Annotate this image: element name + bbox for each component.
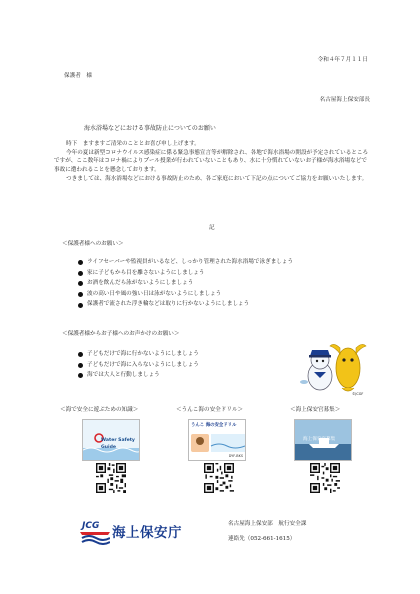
water-safety-guide-label: Water Safety Guide: [101, 438, 135, 451]
unko-drill-code: DYF-BKS: [228, 453, 243, 458]
bullet-icon: [78, 271, 83, 276]
phone-number: （052-661-1615）: [244, 536, 296, 542]
list-item: 保護者で流された浮き輪などは取りに行かないようにしましょう: [78, 300, 293, 311]
unko-drill-thumbnail[interactable]: [188, 419, 246, 461]
letter-date: 令和４年７月１１日: [317, 57, 368, 63]
recruit-label: 海上保安官募集: [303, 437, 336, 442]
letter-title: 海水浴場などにおける事故防止についてのお願い: [84, 125, 216, 132]
water-safety-guide-thumbnail[interactable]: [82, 419, 140, 461]
jcg-logo-icon: [80, 517, 110, 545]
qr-code-icon[interactable]: [96, 463, 126, 493]
qr-code-icon[interactable]: [310, 463, 340, 493]
recruit-thumbnail[interactable]: [294, 419, 352, 461]
bullet-icon: [78, 303, 83, 308]
contact-line: [228, 535, 295, 544]
list-item: 波の高い日や風の強い日は泳がないようにしましょう: [78, 290, 293, 301]
parents-list: [78, 258, 293, 311]
bullet-icon: [78, 260, 83, 265]
unko-drill-label: うんこ 海の安全ドリル: [191, 423, 237, 428]
bullet-icon: [78, 373, 83, 378]
contact-label: 連絡先: [228, 536, 245, 542]
request-paragraph: つきましては、海水浴場などにおける事故防止のため、各ご家庭において下記の点についてご協力をお願いいたします。: [66, 175, 368, 182]
parents-section-heading: ＜保護者様へのお願い＞: [62, 241, 124, 247]
ki-heading: 記: [209, 225, 215, 231]
children-list: [78, 350, 199, 382]
greeting-paragraph: 時下 ますますご清栄のこととお喜び申し上げます。: [66, 141, 200, 147]
list-item: 子どもだけで海に入らないようにしましょう: [78, 361, 199, 372]
bullet-icon: [78, 281, 83, 286]
resource-caption-safety: ＜海で安全に遊ぶための知識＞: [60, 407, 139, 413]
recipient: 保護者 様: [64, 73, 92, 79]
sender: 名古屋海上保安部長: [319, 97, 370, 103]
seal-officer-mascot-icon: [300, 350, 332, 390]
context-paragraph: 今年の夏は新型コロナウイルス感染症に係る緊急事態宣言等が解除され、各地で海水浴場の開設が予定されているところですが、ここ数年はコロナ禍によりプール授業が行われていないこともあり、水に十分慣れていないお子様が海水浴場などで事故に遭われることを懸念しております。: [54, 149, 369, 173]
resource-caption-drill: ＜うんこ海の安全ドリル＞: [176, 407, 244, 413]
org-name-logotype: 海上保安庁: [112, 525, 182, 541]
resource-caption-recruit: ＜海上保安官募集＞: [290, 407, 341, 413]
letter-body: [54, 140, 372, 183]
bullet-icon: [78, 352, 83, 357]
bullet-icon: [78, 363, 83, 368]
list-item: 家に子どもから目を離さないようにしましょう: [78, 269, 293, 280]
mascot-credit: ©JCGF: [352, 392, 364, 396]
mascot-illustration: [300, 338, 376, 394]
qr-code-icon[interactable]: [204, 463, 234, 493]
list-item: 海では大人と行動しましょう: [78, 371, 199, 382]
yellow-fish-mascot-icon: [330, 344, 366, 391]
list-item: ライフセーバーや監視員がいるなど、しっかり管理された海水浴場で泳ぎましょう: [78, 258, 293, 269]
children-section-heading: ＜保護者様からお子様へのお声かけのお願い＞: [62, 331, 180, 337]
office-name: 名古屋海上保安部 航行安全課: [228, 521, 307, 527]
list-item: お酒を飲んだら泳がないようにしましょう: [78, 279, 293, 290]
list-item: 子どもだけで海に行かないようにしましょう: [78, 350, 199, 361]
svg-text:JCG: JCG: [82, 521, 100, 531]
bullet-icon: [78, 292, 83, 297]
